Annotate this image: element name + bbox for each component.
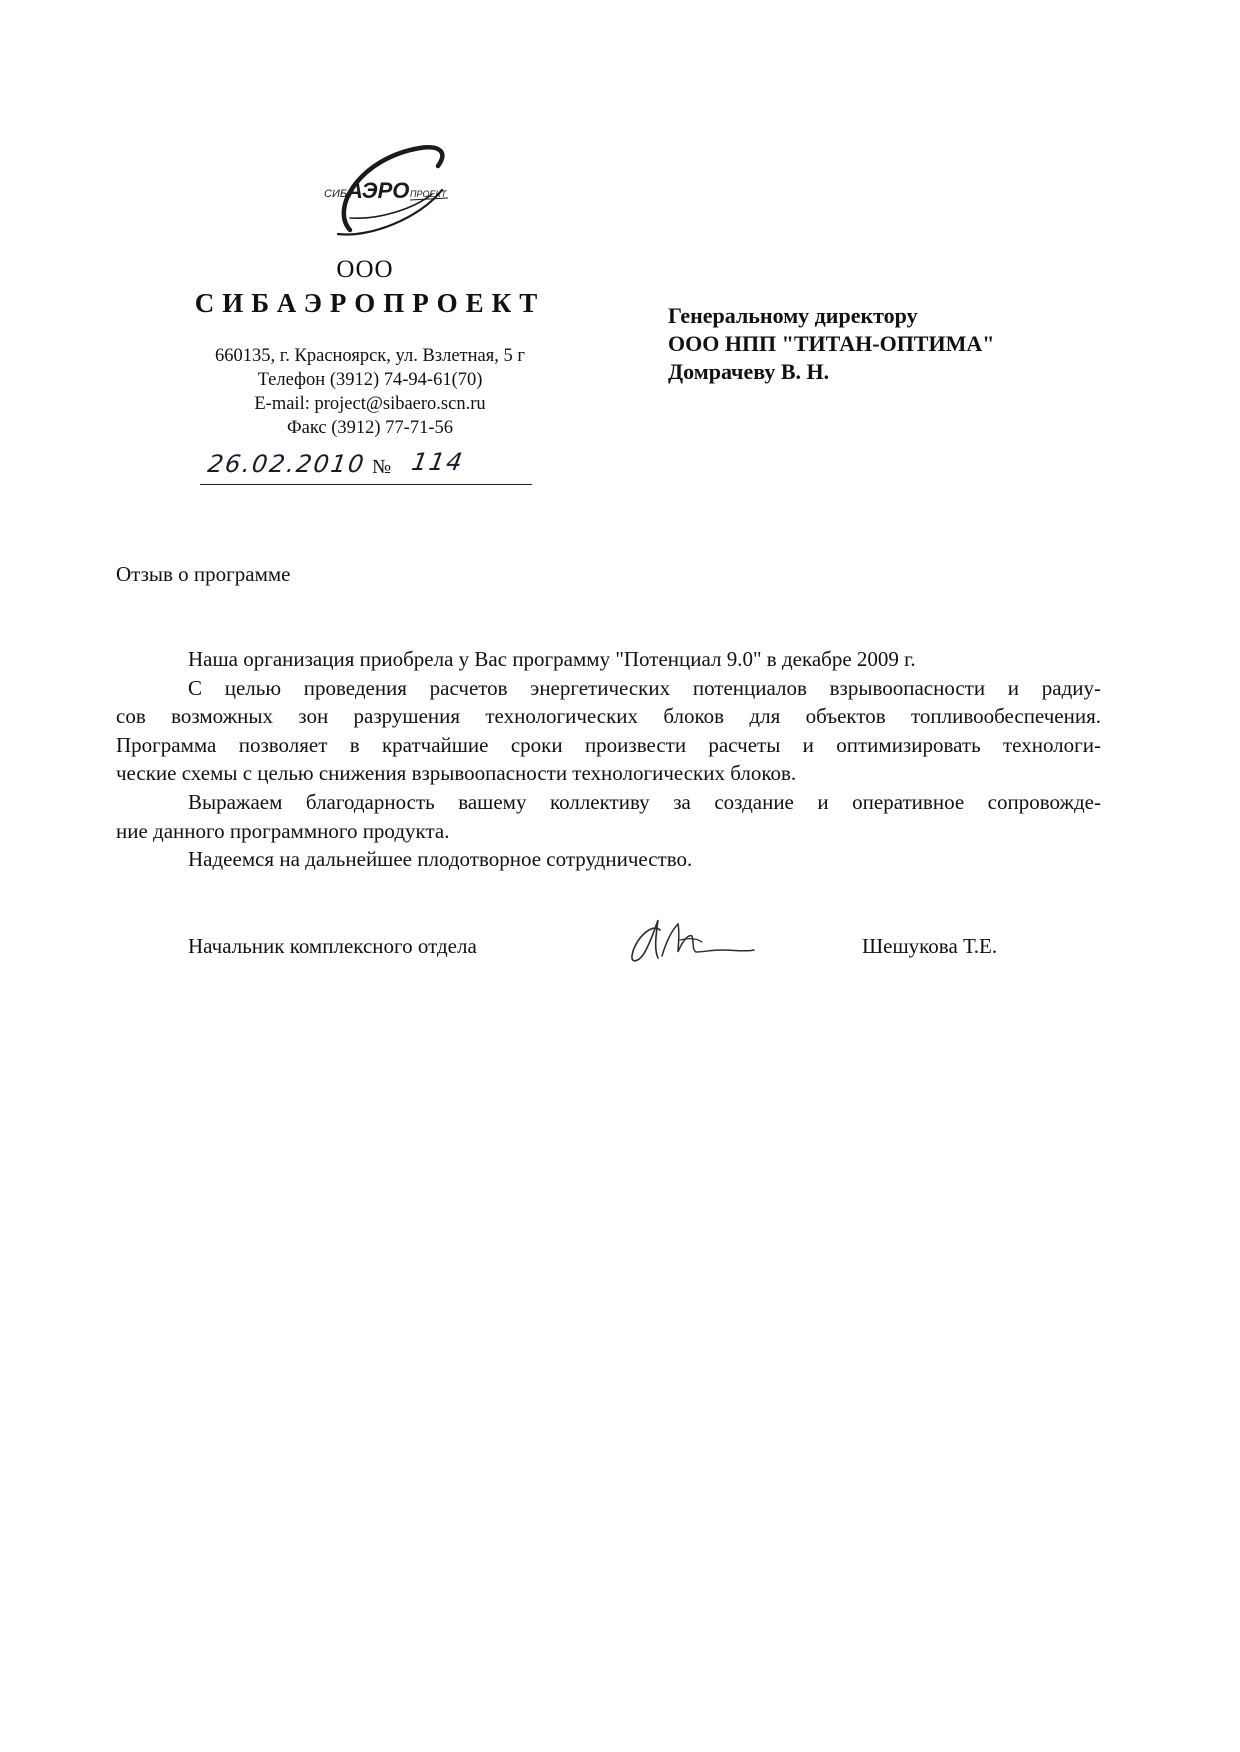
addressee-company: ООО НПП "ТИТАН-ОПТИМА" <box>668 331 995 356</box>
org-address: 660135, г. Красноярск, ул. Взлетная, 5 г <box>215 346 525 366</box>
registration-number-sign: № <box>372 456 392 478</box>
body-line: Наша организация приобрела у Вас программу "Потенциал 9.0" в декабре 2009 г. <box>188 647 916 671</box>
org-contacts <box>180 344 560 440</box>
registration-date: 26.02.2010 <box>206 450 368 478</box>
logo-right-text: ПРОЕКТ <box>410 189 447 199</box>
org-phone: Телефон (3912) 74-94-61(70) <box>257 370 483 390</box>
org-name: СИБАЭРОПРОЕКТ <box>194 288 546 318</box>
addressee-block <box>668 302 1128 386</box>
signer-position: Начальник комплексного отдела <box>188 934 477 958</box>
letter-body <box>116 645 1101 874</box>
addressee-name: Домрачеву В. Н. <box>668 359 830 384</box>
body-line: Программа позволяет в кратчайшие сроки произвести расчеты и оптимизировать технологи- <box>116 732 1101 757</box>
addressee-title: Генеральному директору <box>668 303 918 328</box>
body-line: Надеемся на дальнейшее плодотворное сотрудничество. <box>188 847 693 872</box>
logo-main-text: АЭРО <box>347 178 410 203</box>
handwritten-signature-icon <box>622 900 772 980</box>
org-email: E-mail: project@sibaero.scn.ru <box>254 394 486 414</box>
org-fax: Факс (3912) 77-71-56 <box>287 418 453 438</box>
body-line: сов возможных зон разрушения технологических блоков для объектов топливообеспечения. <box>116 704 1101 729</box>
registration-number: 114 <box>409 448 467 476</box>
signer-name: Шешукова Т.Е. <box>862 934 998 958</box>
body-line: Выражаем благодарность вашему коллективу за создание и оперативное сопровожде- <box>188 789 1101 814</box>
logo-left-text: СИБ <box>324 188 347 200</box>
body-line: ние данного программного продукта. <box>116 818 450 843</box>
org-type: ООО <box>336 256 394 283</box>
sibaeroproekt-logo-icon <box>320 138 460 248</box>
registration-line <box>200 448 532 485</box>
body-line: ческие схемы с целью снижения взрывоопасности технологических блоков. <box>116 761 797 786</box>
body-line: С целью проведения расчетов энергетических потенциалов взрывоопасности и радиу- <box>188 675 1101 700</box>
letter-subject: Отзыв о программе <box>116 562 291 586</box>
